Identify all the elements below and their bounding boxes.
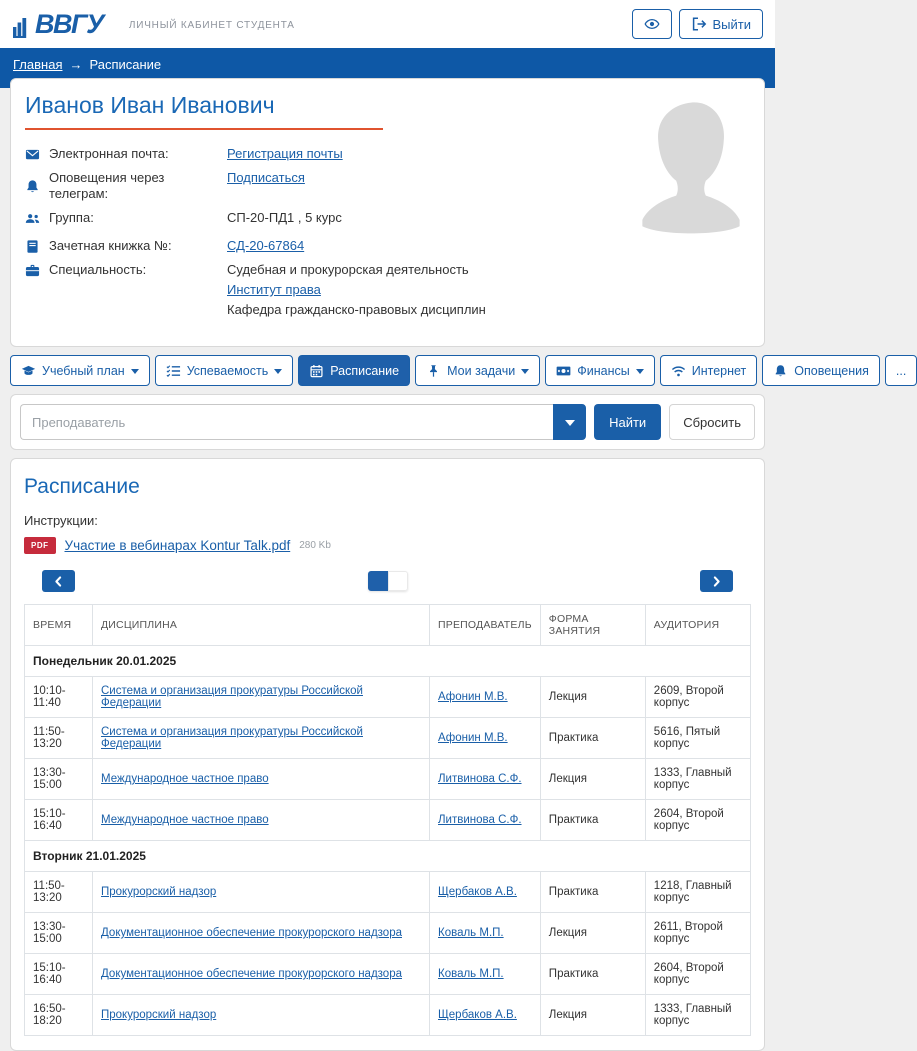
breadcrumb-home-link[interactable]: Главная xyxy=(13,56,63,72)
field-extra-text: Кафедра гражданско-правовых дисциплин xyxy=(227,302,486,317)
col-form: ФОРМА ЗАНЯТИЯ xyxy=(540,605,645,646)
table-row xyxy=(25,759,751,800)
cell-teacher xyxy=(430,995,541,1036)
profile-card xyxy=(10,78,765,347)
teacher-link[interactable]: Литвинова С.Ф. xyxy=(438,814,522,826)
chevron-down-icon xyxy=(565,420,575,426)
avatar xyxy=(632,92,750,330)
tab-label: Финансы xyxy=(577,363,630,378)
cell-discipline xyxy=(93,872,430,913)
field-label xyxy=(25,170,227,202)
day-header-row xyxy=(25,841,751,872)
field-value xyxy=(227,210,342,230)
cell-time: 10:10-11:40 xyxy=(25,677,93,718)
money-icon xyxy=(556,364,571,378)
cell-room: 2604, Второй корпус xyxy=(645,954,750,995)
book-icon xyxy=(25,239,40,254)
page-dot-2[interactable] xyxy=(388,571,408,591)
pdf-attachment xyxy=(24,537,751,554)
tab-label: ... xyxy=(895,363,907,378)
name-underline xyxy=(25,128,383,130)
profile-field-group xyxy=(25,210,620,230)
cell-teacher xyxy=(430,677,541,718)
chevron-down-icon xyxy=(521,369,529,374)
envelope-icon xyxy=(25,147,40,162)
teacher-link[interactable]: Щербаков А.В. xyxy=(438,1009,517,1021)
profile-info xyxy=(25,92,620,330)
find-button[interactable]: Найти xyxy=(594,404,661,440)
cell-room: 2604, Второй корпус xyxy=(645,800,750,841)
teacher-link[interactable]: Щербаков А.В. xyxy=(438,886,517,898)
page-dot-1[interactable] xyxy=(368,571,388,591)
table-row xyxy=(25,954,751,995)
cell-room: 2609, Второй корпус xyxy=(645,677,750,718)
prev-week-button[interactable] xyxy=(42,570,75,592)
tab-tasks[interactable] xyxy=(415,355,540,386)
tab-label: Интернет xyxy=(691,363,747,378)
breadcrumb-separator: → xyxy=(69,56,83,72)
col-time: ВРЕМЯ xyxy=(25,605,93,646)
pin-icon xyxy=(426,364,441,378)
chevron-down-icon xyxy=(636,369,644,374)
field-label xyxy=(25,262,227,278)
cell-time: 11:50-13:20 xyxy=(25,872,93,913)
cell-form: Практика xyxy=(540,954,645,995)
profile-fields xyxy=(25,146,620,322)
tab-label: Расписание xyxy=(330,363,400,378)
cell-time: 13:30-15:00 xyxy=(25,759,93,800)
field-extra-link[interactable]: Институт права xyxy=(227,282,321,297)
eye-button[interactable] xyxy=(632,9,672,39)
cell-form: Практика xyxy=(540,872,645,913)
field-text: СП-20-ПД1 , 5 курс xyxy=(227,210,342,225)
cell-time: 13:30-15:00 xyxy=(25,913,93,954)
cell-room: 1333, Главный корпус xyxy=(645,995,750,1036)
schedule-table xyxy=(24,604,751,1036)
search-dropdown-button[interactable] xyxy=(553,404,586,440)
pdf-badge: PDF xyxy=(24,537,56,554)
discipline-link[interactable]: Прокурорский надзор xyxy=(101,1009,217,1021)
field-value xyxy=(227,170,305,186)
field-label-text: Специальность: xyxy=(49,262,147,277)
col-room: АУДИТОРИЯ xyxy=(645,605,750,646)
teacher-link[interactable]: Литвинова С.Ф. xyxy=(438,773,522,785)
table-row xyxy=(25,913,751,954)
cell-discipline xyxy=(93,995,430,1036)
app-subtitle: ЛИЧНЫЙ КАБИНЕТ СТУДЕНТА xyxy=(128,19,295,31)
table-row xyxy=(25,872,751,913)
field-value xyxy=(227,262,486,322)
cell-teacher xyxy=(430,800,541,841)
cell-time: 15:10-16:40 xyxy=(25,954,93,995)
tab-bar xyxy=(10,355,907,386)
bell-icon xyxy=(773,364,788,378)
col-teacher: ПРЕПОДАВАТЕЛЬ xyxy=(430,605,541,646)
tab-label: Успеваемость xyxy=(186,363,269,378)
cell-form: Практика xyxy=(540,718,645,759)
cell-room: 2611, Второй корпус xyxy=(645,913,750,954)
calendar-icon xyxy=(309,364,324,378)
schedule-card xyxy=(10,458,765,1051)
reset-button[interactable]: Сбросить xyxy=(669,404,755,440)
search-panel xyxy=(10,394,765,450)
breadcrumb-current: Расписание xyxy=(89,56,162,72)
profile-field-telegram xyxy=(25,170,620,202)
wifi-icon xyxy=(671,364,686,378)
cell-time: 16:50-18:20 xyxy=(25,995,93,1036)
field-label-text: Электронная почта: xyxy=(49,146,169,161)
field-value xyxy=(227,238,304,254)
cell-time: 11:50-13:20 xyxy=(25,718,93,759)
chevron-down-icon xyxy=(131,369,139,374)
schedule-table-body xyxy=(25,646,751,1036)
logout-icon xyxy=(691,16,707,32)
student-name: Иванов Иван Иванович xyxy=(25,92,275,118)
field-value xyxy=(227,146,343,162)
tab-performance[interactable] xyxy=(155,355,294,386)
cell-form: Лекция xyxy=(540,995,645,1036)
cell-discipline xyxy=(93,913,430,954)
header-actions xyxy=(632,9,764,39)
cell-form: Лекция xyxy=(540,677,645,718)
field-link[interactable]: Регистрация почты xyxy=(227,146,343,161)
cell-teacher xyxy=(430,872,541,913)
discipline-link[interactable]: Система и организация прокуратуры Российской Федерации xyxy=(101,685,363,709)
users-icon xyxy=(25,211,40,226)
table-row xyxy=(25,995,751,1036)
profile-field-email xyxy=(25,146,620,162)
teacher-link[interactable]: Коваль М.П. xyxy=(438,927,504,939)
discipline-link[interactable]: Международное частное право xyxy=(101,814,269,826)
field-label-text: Оповещения через телеграм: xyxy=(49,170,165,201)
week-pager xyxy=(42,570,733,592)
vvsu-logo xyxy=(12,8,103,39)
app-header xyxy=(0,0,775,48)
cell-teacher xyxy=(430,954,541,995)
logout-label: Выйти xyxy=(712,16,751,32)
teacher-link[interactable]: Афонин М.В. xyxy=(438,732,508,744)
field-label-text: Зачетная книжка №: xyxy=(49,238,172,253)
discipline-link[interactable]: Система и организация прокуратуры Российской Федерации xyxy=(101,726,363,750)
tab-curriculum[interactable] xyxy=(10,355,150,386)
cell-teacher xyxy=(430,759,541,800)
cell-discipline xyxy=(93,677,430,718)
teacher-link[interactable]: Афонин М.В. xyxy=(438,691,508,703)
pdf-size: 280 Kb xyxy=(299,540,331,551)
chevron-down-icon xyxy=(274,369,282,374)
profile-field-gradebook xyxy=(25,238,620,254)
tab-label: Оповещения xyxy=(794,363,869,378)
cell-teacher xyxy=(430,913,541,954)
field-label xyxy=(25,238,227,254)
field-label xyxy=(25,210,227,226)
teacher-link[interactable]: Коваль М.П. xyxy=(438,968,504,980)
cell-discipline xyxy=(93,954,430,995)
cell-form: Лекция xyxy=(540,759,645,800)
tab-more[interactable] xyxy=(885,355,917,386)
table-row xyxy=(25,800,751,841)
cell-room: 1333, Главный корпус xyxy=(645,759,750,800)
field-link[interactable]: Подписаться xyxy=(227,170,305,185)
tab-notifications[interactable] xyxy=(762,355,880,386)
graduation-cap-icon xyxy=(21,364,36,378)
cell-discipline xyxy=(93,718,430,759)
tab-finance[interactable] xyxy=(545,355,654,386)
cell-discipline xyxy=(93,800,430,841)
cell-discipline xyxy=(93,759,430,800)
search-field-group xyxy=(20,404,586,440)
discipline-link[interactable]: Прокурорский надзор xyxy=(101,886,217,898)
tab-label: Учебный план xyxy=(42,363,125,378)
day-header: Понедельник 20.01.2025 xyxy=(25,646,751,677)
cell-room: 1218, Главный корпус xyxy=(645,872,750,913)
field-link[interactable]: СД-20-67864 xyxy=(227,238,305,253)
logout-button[interactable] xyxy=(679,9,764,39)
day-header: Вторник 21.01.2025 xyxy=(25,841,751,872)
col-discipline: ДИСЦИПЛИНА xyxy=(93,605,430,646)
eye-icon xyxy=(644,16,660,32)
person-silhouette-icon xyxy=(632,92,750,240)
discipline-link[interactable]: Документационное обеспечение прокурорского надзора xyxy=(101,927,402,939)
field-label-text: Группа: xyxy=(49,210,94,225)
cell-form: Практика xyxy=(540,800,645,841)
field-text: Судебная и прокурорская деятельность xyxy=(227,262,469,277)
discipline-link[interactable]: Международное частное право xyxy=(101,773,269,785)
table-header-row xyxy=(25,605,751,646)
cell-form: Лекция xyxy=(540,913,645,954)
pdf-link[interactable]: Участие в вебинарах Kontur Talk.pdf xyxy=(64,538,291,553)
schedule-title: Расписание xyxy=(24,475,140,498)
logo-text: ВВГУ xyxy=(35,8,103,39)
table-row xyxy=(25,677,751,718)
day-header-row xyxy=(25,646,751,677)
profile-field-specialty xyxy=(25,262,620,322)
tab-schedule[interactable] xyxy=(298,355,410,386)
teacher-search-input[interactable] xyxy=(20,404,553,440)
cell-teacher xyxy=(430,718,541,759)
bell-icon xyxy=(25,179,40,194)
chevron-right-icon xyxy=(710,575,723,588)
cell-time: 15:10-16:40 xyxy=(25,800,93,841)
checklist-icon xyxy=(166,364,181,378)
briefcase-icon xyxy=(25,263,40,278)
chevron-left-icon xyxy=(52,575,65,588)
tab-label: Мои задачи xyxy=(447,363,516,378)
tab-internet[interactable] xyxy=(660,355,758,386)
page-indicator xyxy=(368,571,408,591)
instructions-label: Инструкции: xyxy=(24,513,98,528)
logo-building-icon xyxy=(12,16,32,38)
next-week-button[interactable] xyxy=(700,570,733,592)
field-label xyxy=(25,146,227,162)
discipline-link[interactable]: Документационное обеспечение прокурорского надзора xyxy=(101,968,402,980)
table-row xyxy=(25,718,751,759)
cell-room: 5616, Пятый корпус xyxy=(645,718,750,759)
